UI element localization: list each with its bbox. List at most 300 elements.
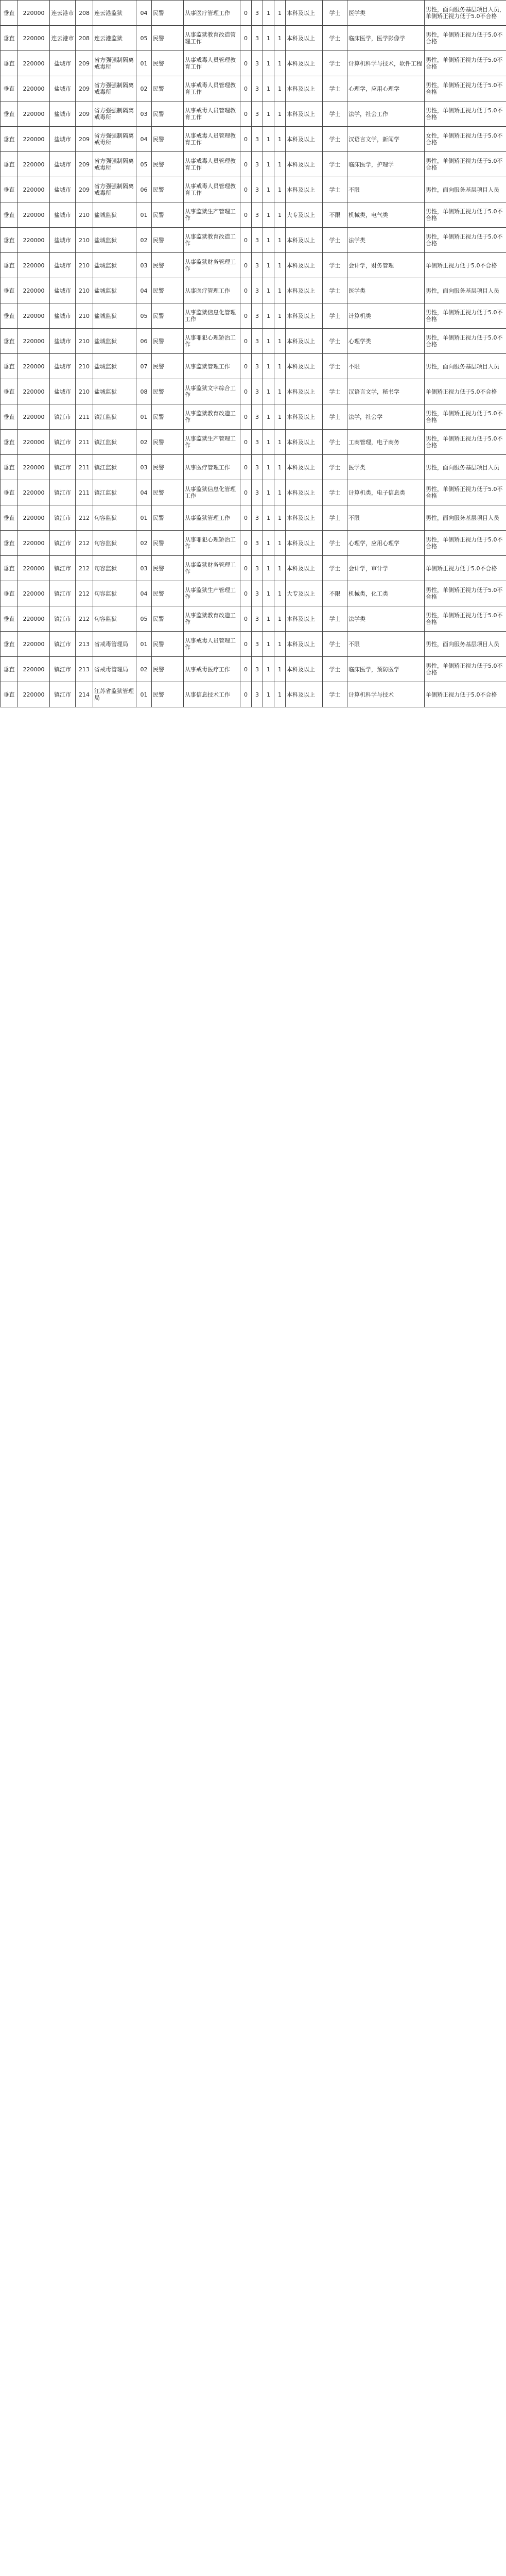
edu-cell: 本科及以上 (286, 51, 323, 76)
degree-cell: 学士 (323, 404, 347, 430)
city-cell: 盐城市 (50, 303, 76, 329)
plan-cell: 1 (263, 632, 274, 657)
plan-cell: 1 (263, 26, 274, 51)
org-code-cell: 220000 (18, 581, 50, 606)
exam-cell: 3 (252, 682, 263, 707)
exam-cell: 3 (252, 657, 263, 682)
level-cell: 垂直 (1, 556, 18, 581)
level-cell: 垂直 (1, 127, 18, 152)
unit-name-cell: 句容监狱 (93, 505, 136, 531)
remark-cell: 男性，单侧矫正视力低于5.0不合格 (425, 101, 506, 127)
exam-cell: 3 (252, 556, 263, 581)
major-cell: 临床医学，护理学 (347, 152, 425, 177)
city-cell: 镇江市 (50, 480, 76, 505)
city-cell: 盐城市 (50, 228, 76, 253)
edu-cell: 本科及以上 (286, 354, 323, 379)
plan-cell: 1 (263, 101, 274, 127)
org-code-cell: 220000 (18, 354, 50, 379)
unit-code-cell: 212 (76, 556, 93, 581)
ratio-cell: 0 (240, 657, 252, 682)
city-cell: 镇江市 (50, 682, 76, 707)
table-row (1, 278, 506, 303)
org-code-cell: 220000 (18, 76, 50, 101)
post-duty-cell: 从事戒毒人员管理教育工作 (184, 127, 240, 152)
edu-cell: 本科及以上 (286, 253, 323, 278)
edu-cell: 本科及以上 (286, 1, 323, 26)
org-code-cell: 220000 (18, 404, 50, 430)
post-name-cell: 民警 (152, 26, 184, 51)
post-duty-cell: 从事监狱教育改造工作 (184, 228, 240, 253)
level-cell: 垂直 (1, 404, 18, 430)
ratio-cell: 0 (240, 556, 252, 581)
table-row (1, 1, 506, 26)
major-cell: 心理学类 (347, 329, 425, 354)
unit-name-cell: 镇江监狱 (93, 430, 136, 455)
exam-cell: 3 (252, 404, 263, 430)
degree-cell: 学士 (323, 657, 347, 682)
table-row (1, 303, 506, 329)
post-name-cell: 民警 (152, 404, 184, 430)
major-cell: 法学，社会工作 (347, 101, 425, 127)
table-row (1, 253, 506, 278)
ratio-cell: 0 (240, 152, 252, 177)
remark-cell: 男性，单侧矫正视力低于5.0不合格 (425, 581, 506, 606)
degree-cell: 学士 (323, 556, 347, 581)
edu-cell: 本科及以上 (286, 76, 323, 101)
post-code-cell: 02 (136, 657, 152, 682)
major-cell: 医学类 (347, 1, 425, 26)
degree-cell: 学士 (323, 531, 347, 556)
edu-cell: 本科及以上 (286, 303, 323, 329)
unit-code-cell: 212 (76, 606, 93, 632)
city-cell: 镇江市 (50, 430, 76, 455)
remark-cell: 男性，面向服务基层项目人员 (425, 505, 506, 531)
org-code-cell: 220000 (18, 26, 50, 51)
remark-cell: 男性，单侧矫正视力低于5.0不合格 (425, 202, 506, 228)
table-row (1, 505, 506, 531)
unit-name-cell: 盐城监狱 (93, 202, 136, 228)
plan-cell: 1 (263, 657, 274, 682)
post-duty-cell: 从事信息技术工作 (184, 682, 240, 707)
exam-cell: 3 (252, 606, 263, 632)
remark-cell: 男性，面向服务基层项目人员 (425, 278, 506, 303)
level-cell: 垂直 (1, 455, 18, 480)
post-name-cell: 民警 (152, 581, 184, 606)
major-cell: 计算机类，电子信息类 (347, 480, 425, 505)
remark-cell: 男性，面向服务基层项目人员 (425, 455, 506, 480)
org-code-cell: 220000 (18, 606, 50, 632)
org-code-cell: 220000 (18, 379, 50, 404)
unit-name-cell: 省方强强制隔离戒毒所 (93, 177, 136, 202)
table-row (1, 531, 506, 556)
plan-cell: 1 (263, 455, 274, 480)
remark-cell: 男性，面向服务基层项目人员 (425, 354, 506, 379)
unit-code-cell: 213 (76, 632, 93, 657)
post-code-cell: 02 (136, 531, 152, 556)
edu-cell: 本科及以上 (286, 531, 323, 556)
major-cell: 汉语言文学，新闻学 (347, 127, 425, 152)
exam-cell: 3 (252, 253, 263, 278)
level-cell: 垂直 (1, 632, 18, 657)
edu-cell: 本科及以上 (286, 430, 323, 455)
plan-cell: 1 (263, 253, 274, 278)
major-cell: 工商管理，电子商务 (347, 430, 425, 455)
remark-cell: 男性，单侧矫正视力低于5.0不合格 (425, 657, 506, 682)
ratio-cell: 0 (240, 127, 252, 152)
level-cell: 垂直 (1, 606, 18, 632)
city-cell: 镇江市 (50, 581, 76, 606)
unit-name-cell: 盐城监狱 (93, 278, 136, 303)
plan-cell: 1 (263, 177, 274, 202)
unit-code-cell: 214 (76, 682, 93, 707)
table-row (1, 228, 506, 253)
org-code-cell: 220000 (18, 177, 50, 202)
post-code-cell: 04 (136, 581, 152, 606)
num-cell: 1 (274, 303, 286, 329)
degree-cell: 学士 (323, 354, 347, 379)
post-name-cell: 民警 (152, 657, 184, 682)
table-row (1, 455, 506, 480)
unit-name-cell: 省方强强制隔离戒毒所 (93, 127, 136, 152)
plan-cell: 1 (263, 303, 274, 329)
ratio-cell: 0 (240, 632, 252, 657)
table-row (1, 480, 506, 505)
org-code-cell: 220000 (18, 228, 50, 253)
city-cell: 镇江市 (50, 404, 76, 430)
level-cell: 垂直 (1, 430, 18, 455)
table-row (1, 556, 506, 581)
org-code-cell: 220000 (18, 329, 50, 354)
unit-code-cell: 212 (76, 581, 93, 606)
exam-cell: 3 (252, 26, 263, 51)
level-cell: 垂直 (1, 303, 18, 329)
ratio-cell: 0 (240, 51, 252, 76)
major-cell: 会计学，审计学 (347, 556, 425, 581)
exam-cell: 3 (252, 531, 263, 556)
plan-cell: 1 (263, 51, 274, 76)
edu-cell: 本科及以上 (286, 657, 323, 682)
major-cell: 不限 (347, 354, 425, 379)
exam-cell: 3 (252, 76, 263, 101)
plan-cell: 1 (263, 581, 274, 606)
post-duty-cell: 从事监狱教育改造工作 (184, 606, 240, 632)
unit-name-cell: 句容监狱 (93, 531, 136, 556)
org-code-cell: 220000 (18, 556, 50, 581)
exam-cell: 3 (252, 430, 263, 455)
ratio-cell: 0 (240, 581, 252, 606)
table-row (1, 379, 506, 404)
plan-cell: 1 (263, 152, 274, 177)
ratio-cell: 0 (240, 480, 252, 505)
remark-cell: 男性，面向服务基层项目人员，单侧矫正视力低于5.0不合格 (425, 1, 506, 26)
post-code-cell: 01 (136, 404, 152, 430)
unit-code-cell: 210 (76, 329, 93, 354)
num-cell: 1 (274, 480, 286, 505)
unit-name-cell: 镇江监狱 (93, 480, 136, 505)
remark-cell: 男性，单侧矫正视力低于5.0不合格 (425, 76, 506, 101)
unit-name-cell: 句容监狱 (93, 556, 136, 581)
city-cell: 盐城市 (50, 51, 76, 76)
post-code-cell: 06 (136, 329, 152, 354)
post-code-cell: 05 (136, 152, 152, 177)
degree-cell: 学士 (323, 505, 347, 531)
ratio-cell: 0 (240, 101, 252, 127)
org-code-cell: 220000 (18, 682, 50, 707)
city-cell: 盐城市 (50, 253, 76, 278)
exam-cell: 3 (252, 152, 263, 177)
ratio-cell: 0 (240, 202, 252, 228)
level-cell: 垂直 (1, 1, 18, 26)
table-row (1, 26, 506, 51)
degree-cell: 学士 (323, 278, 347, 303)
degree-cell: 学士 (323, 76, 347, 101)
edu-cell: 本科及以上 (286, 278, 323, 303)
unit-name-cell: 盐城监狱 (93, 228, 136, 253)
level-cell: 垂直 (1, 682, 18, 707)
city-cell: 镇江市 (50, 531, 76, 556)
unit-code-cell: 208 (76, 1, 93, 26)
major-cell: 计算机类 (347, 303, 425, 329)
major-cell: 医学类 (347, 278, 425, 303)
degree-cell: 不限 (323, 202, 347, 228)
edu-cell: 本科及以上 (286, 379, 323, 404)
post-name-cell: 民警 (152, 202, 184, 228)
ratio-cell: 0 (240, 278, 252, 303)
remark-cell: 男性，单侧矫正视力低于5.0不合格 (425, 303, 506, 329)
exam-cell: 3 (252, 278, 263, 303)
edu-cell: 大专及以上 (286, 202, 323, 228)
edu-cell: 本科及以上 (286, 455, 323, 480)
unit-code-cell: 208 (76, 26, 93, 51)
major-cell: 法学类 (347, 606, 425, 632)
city-cell: 镇江市 (50, 657, 76, 682)
post-duty-cell: 从事监狱信息化管理工作 (184, 303, 240, 329)
plan-cell: 1 (263, 505, 274, 531)
post-code-cell: 05 (136, 303, 152, 329)
exam-cell: 3 (252, 101, 263, 127)
post-name-cell: 民警 (152, 228, 184, 253)
org-code-cell: 220000 (18, 152, 50, 177)
post-code-cell: 05 (136, 606, 152, 632)
post-name-cell: 民警 (152, 101, 184, 127)
edu-cell: 本科及以上 (286, 556, 323, 581)
major-cell: 机械类，电气类 (347, 202, 425, 228)
plan-cell: 1 (263, 430, 274, 455)
num-cell: 1 (274, 505, 286, 531)
unit-name-cell: 省戒毒管理局 (93, 657, 136, 682)
plan-cell: 1 (263, 228, 274, 253)
org-code-cell: 220000 (18, 1, 50, 26)
plan-cell: 1 (263, 278, 274, 303)
unit-code-cell: 209 (76, 177, 93, 202)
city-cell: 盐城市 (50, 329, 76, 354)
unit-name-cell: 句容监狱 (93, 581, 136, 606)
num-cell: 1 (274, 329, 286, 354)
major-cell: 机械类，化工类 (347, 581, 425, 606)
num-cell: 1 (274, 657, 286, 682)
post-code-cell: 04 (136, 480, 152, 505)
degree-cell: 学士 (323, 480, 347, 505)
num-cell: 1 (274, 606, 286, 632)
post-name-cell: 民警 (152, 76, 184, 101)
exam-cell: 3 (252, 632, 263, 657)
degree-cell: 学士 (323, 430, 347, 455)
level-cell: 垂直 (1, 177, 18, 202)
post-duty-cell: 从事医疗管理工作 (184, 278, 240, 303)
num-cell: 1 (274, 581, 286, 606)
post-name-cell: 民警 (152, 152, 184, 177)
remark-cell: 男性，单侧矫正视力低于5.0不合格 (425, 329, 506, 354)
major-cell: 汉语言文学，秘书学 (347, 379, 425, 404)
remark-cell: 单侧矫正视力低于5.0不合格 (425, 379, 506, 404)
level-cell: 垂直 (1, 379, 18, 404)
post-duty-cell: 从事监狱财务管理工作 (184, 253, 240, 278)
plan-cell: 1 (263, 354, 274, 379)
ratio-cell: 0 (240, 404, 252, 430)
city-cell: 盐城市 (50, 354, 76, 379)
unit-code-cell: 210 (76, 202, 93, 228)
remark-cell: 女性，单侧矫正视力低于5.0不合格 (425, 127, 506, 152)
major-cell: 计算机科学与技术 (347, 682, 425, 707)
post-name-cell: 民警 (152, 379, 184, 404)
level-cell: 垂直 (1, 51, 18, 76)
unit-name-cell: 省方强强制隔离戒毒所 (93, 51, 136, 76)
post-duty-cell: 从事罪犯心理矫治工作 (184, 531, 240, 556)
table-row (1, 657, 506, 682)
post-code-cell: 02 (136, 430, 152, 455)
num-cell: 1 (274, 682, 286, 707)
table-row (1, 51, 506, 76)
remark-cell: 单侧矫正视力低于5.0不合格 (425, 682, 506, 707)
unit-name-cell: 连云港监狱 (93, 1, 136, 26)
edu-cell: 本科及以上 (286, 228, 323, 253)
post-name-cell: 民警 (152, 127, 184, 152)
major-cell: 会计学，财务管理 (347, 253, 425, 278)
major-cell: 临床医学，预防医学 (347, 657, 425, 682)
level-cell: 垂直 (1, 76, 18, 101)
ratio-cell: 0 (240, 1, 252, 26)
degree-cell: 学士 (323, 228, 347, 253)
edu-cell: 本科及以上 (286, 606, 323, 632)
unit-name-cell: 盐城监狱 (93, 379, 136, 404)
post-duty-cell: 从事监狱文字综合工作 (184, 379, 240, 404)
unit-code-cell: 211 (76, 430, 93, 455)
post-duty-cell: 从事监狱管理工作 (184, 505, 240, 531)
exam-cell: 3 (252, 177, 263, 202)
org-code-cell: 220000 (18, 127, 50, 152)
degree-cell: 学士 (323, 1, 347, 26)
org-code-cell: 220000 (18, 253, 50, 278)
major-cell: 临床医学，医学影像学 (347, 26, 425, 51)
major-cell: 心理学，应用心理学 (347, 531, 425, 556)
recruitment-table (0, 0, 506, 707)
post-code-cell: 04 (136, 278, 152, 303)
exam-cell: 3 (252, 354, 263, 379)
post-name-cell: 民警 (152, 253, 184, 278)
num-cell: 1 (274, 556, 286, 581)
ratio-cell: 0 (240, 76, 252, 101)
num-cell: 1 (274, 228, 286, 253)
org-code-cell: 220000 (18, 657, 50, 682)
remark-cell: 单侧矫正视力低于5.0不合格 (425, 556, 506, 581)
exam-cell: 3 (252, 455, 263, 480)
num-cell: 1 (274, 430, 286, 455)
major-cell: 不限 (347, 177, 425, 202)
post-name-cell: 民警 (152, 1, 184, 26)
post-name-cell: 民警 (152, 556, 184, 581)
num-cell: 1 (274, 404, 286, 430)
post-name-cell: 民警 (152, 430, 184, 455)
exam-cell: 3 (252, 505, 263, 531)
unit-name-cell: 江苏省监狱管理局 (93, 682, 136, 707)
post-code-cell: 03 (136, 101, 152, 127)
post-duty-cell: 从事监狱教育改造管理工作 (184, 26, 240, 51)
num-cell: 1 (274, 76, 286, 101)
table-row (1, 404, 506, 430)
major-cell: 法学类 (347, 228, 425, 253)
post-code-cell: 05 (136, 26, 152, 51)
city-cell: 盐城市 (50, 202, 76, 228)
degree-cell: 学士 (323, 127, 347, 152)
remark-cell: 男性，面向服务基层项目人员 (425, 632, 506, 657)
table-row (1, 202, 506, 228)
num-cell: 1 (274, 379, 286, 404)
level-cell: 垂直 (1, 581, 18, 606)
post-code-cell: 01 (136, 202, 152, 228)
degree-cell: 学士 (323, 101, 347, 127)
degree-cell: 学士 (323, 455, 347, 480)
remark-cell: 男性，单侧矫正视力低于5.0不合格 (425, 26, 506, 51)
edu-cell: 本科及以上 (286, 101, 323, 127)
city-cell: 盐城市 (50, 101, 76, 127)
post-name-cell: 民警 (152, 278, 184, 303)
table-row (1, 354, 506, 379)
degree-cell: 学士 (323, 682, 347, 707)
edu-cell: 本科及以上 (286, 480, 323, 505)
unit-code-cell: 209 (76, 76, 93, 101)
unit-name-cell: 盐城监狱 (93, 253, 136, 278)
post-duty-cell: 从事监狱教育改造工作 (184, 404, 240, 430)
degree-cell: 学士 (323, 51, 347, 76)
exam-cell: 3 (252, 51, 263, 76)
post-name-cell: 民警 (152, 51, 184, 76)
num-cell: 1 (274, 177, 286, 202)
level-cell: 垂直 (1, 531, 18, 556)
org-code-cell: 220000 (18, 430, 50, 455)
major-cell: 不限 (347, 632, 425, 657)
city-cell: 连云港市 (50, 1, 76, 26)
city-cell: 连云港市 (50, 26, 76, 51)
num-cell: 1 (274, 1, 286, 26)
table-row (1, 152, 506, 177)
exam-cell: 3 (252, 379, 263, 404)
plan-cell: 1 (263, 682, 274, 707)
ratio-cell: 0 (240, 379, 252, 404)
unit-code-cell: 209 (76, 152, 93, 177)
degree-cell: 学士 (323, 253, 347, 278)
num-cell: 1 (274, 51, 286, 76)
edu-cell: 本科及以上 (286, 632, 323, 657)
plan-cell: 1 (263, 329, 274, 354)
major-cell: 计算机科学与技术，软件工程 (347, 51, 425, 76)
city-cell: 盐城市 (50, 278, 76, 303)
unit-name-cell: 省戒毒管理局 (93, 632, 136, 657)
remark-cell: 男性，单侧矫正视力低于5.0不合格 (425, 480, 506, 505)
exam-cell: 3 (252, 1, 263, 26)
city-cell: 盐城市 (50, 152, 76, 177)
post-duty-cell: 从事监狱财务管理工作 (184, 556, 240, 581)
post-duty-cell: 从事监狱信息化管理工作 (184, 480, 240, 505)
